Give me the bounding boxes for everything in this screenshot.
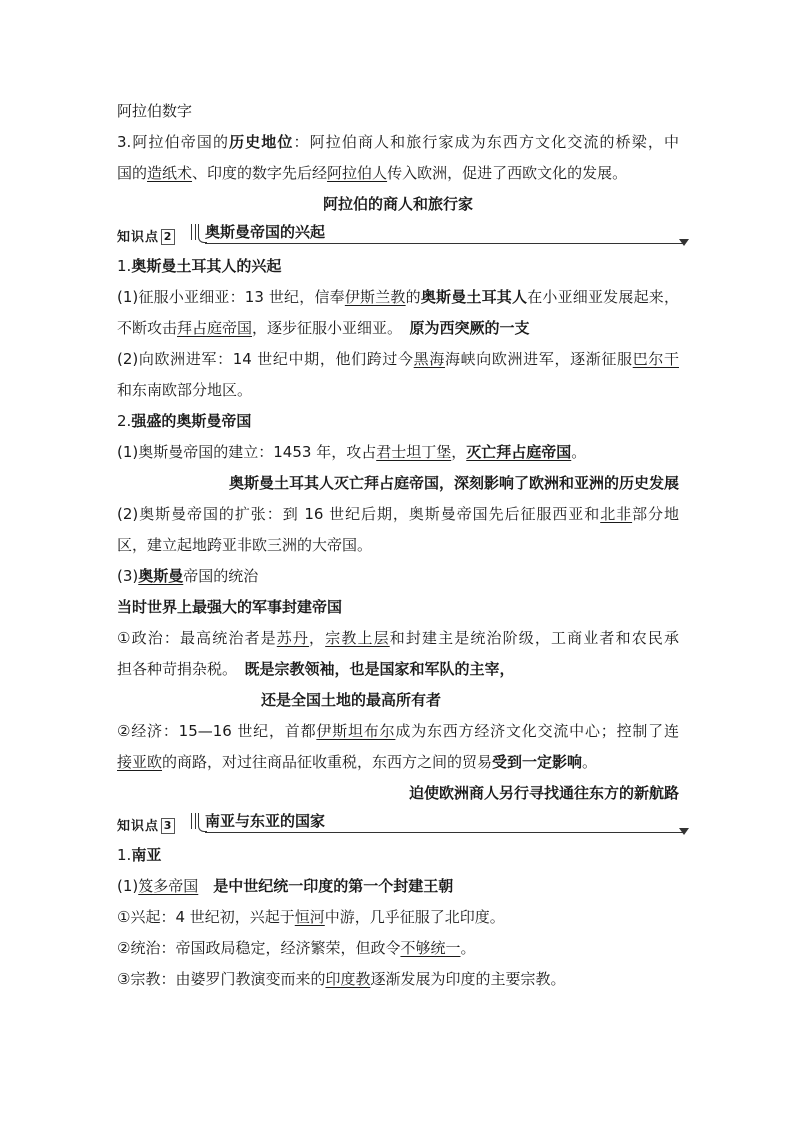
knowledge-point-tag: 知识点 2 bbox=[117, 226, 175, 245]
text-segment: ：阿拉伯商人和旅行家成为东西方文化交流的桥梁，中 bbox=[293, 133, 679, 151]
text-segment: 巴尔干 bbox=[632, 350, 679, 368]
text-segment: 海峡向欧洲进军，逐渐征服 bbox=[444, 350, 633, 368]
text-line bbox=[117, 747, 679, 778]
text-segment: 当时世界上最强大的军事封建帝国 bbox=[117, 598, 343, 616]
text-segment: 伊斯兰教 bbox=[344, 288, 406, 306]
knowledge-point-tag: 知识点 3 bbox=[117, 815, 175, 834]
text-segment: 帝国的统治 bbox=[183, 567, 259, 585]
text-line bbox=[117, 96, 679, 127]
triangle-down-icon bbox=[679, 828, 689, 835]
text-segment: ③宗教：由婆罗门教演变而来的 bbox=[117, 970, 326, 988]
annotation bbox=[117, 189, 679, 220]
text-segment: 还是全国土地的最高所有者 bbox=[261, 691, 442, 709]
text-segment: 既是宗教领袖，也是国家和军队的主宰， bbox=[244, 660, 515, 678]
text-segment: ②统治：帝国政局稳定，经济繁荣，但政令 bbox=[117, 939, 401, 957]
annotation bbox=[117, 778, 679, 809]
text-segment: 部分地 bbox=[632, 505, 679, 523]
text-segment: (2)向欧洲进军：14 世纪中期，他们跨过今 bbox=[117, 350, 414, 368]
header-rule bbox=[205, 832, 685, 833]
text-segment: 原为西突厥的一支 bbox=[409, 319, 530, 337]
text-segment: 是中世纪统一印度的第一个封建王朝 bbox=[213, 877, 454, 895]
text-line bbox=[117, 499, 679, 530]
text-line bbox=[117, 282, 679, 313]
text-segment: 强盛的奥斯曼帝国 bbox=[131, 412, 252, 430]
section-title: 奥斯曼帝国的兴起 bbox=[205, 223, 326, 241]
knowledge-point-number: 3 bbox=[161, 818, 175, 834]
text-segment: 在小亚细亚发展起来， bbox=[527, 288, 679, 306]
text-segment: 苏丹 bbox=[276, 629, 310, 647]
text-segment: (1)征服小亚细亚：13 世纪，信奉 bbox=[117, 288, 345, 306]
text-segment: 中游，几乎征服了北印度。 bbox=[324, 908, 505, 926]
text-segment: 奥斯曼土耳其人的兴起 bbox=[131, 257, 282, 275]
text-segment: 传入欧洲，促进了西欧文化的发展。 bbox=[387, 164, 628, 182]
text-segment: 君士坦丁堡 bbox=[376, 443, 452, 461]
text-segment: (2)奥斯曼帝国的扩张：到 16 世纪后期，奥斯曼帝国先后征服西亚和 bbox=[117, 505, 601, 523]
text-segment: ， bbox=[451, 443, 467, 461]
text-segment: 1. bbox=[117, 257, 132, 275]
text-segment: 宗教上层 bbox=[325, 629, 390, 647]
triangle-down-icon bbox=[679, 239, 689, 246]
text-segment: 恒河 bbox=[294, 908, 325, 926]
heading bbox=[117, 251, 679, 282]
text-line bbox=[117, 933, 679, 964]
text-segment: 奥斯曼土耳其人灭亡拜占庭帝国，深刻影响了欧洲和亚洲的历史发展 bbox=[228, 474, 679, 492]
annotation bbox=[117, 468, 679, 499]
text-segment bbox=[198, 877, 213, 895]
text-segment: 迫使欧洲商人另行寻找通往东方的新航路 bbox=[408, 784, 679, 802]
text-segment: 南亚 bbox=[131, 846, 162, 864]
text-line bbox=[117, 313, 679, 344]
text-line bbox=[117, 964, 679, 995]
text-segment: 笈多帝国 bbox=[138, 877, 199, 895]
text-segment: 。 bbox=[571, 443, 587, 461]
heading bbox=[117, 840, 679, 871]
text-segment: 2. bbox=[117, 412, 132, 430]
text-segment: 造纸术 bbox=[147, 164, 193, 182]
text-segment: 阿拉伯的商人和旅行家 bbox=[322, 195, 473, 213]
text-segment: (1) bbox=[117, 877, 139, 895]
text-segment: 灭亡拜占庭帝国 bbox=[466, 443, 572, 461]
text-segment: 1. bbox=[117, 846, 132, 864]
knowledge-point-header-3 bbox=[117, 809, 679, 840]
knowledge-point-number: 2 bbox=[161, 229, 175, 245]
text-segment: 区，建立起地跨亚非欧三洲的大帝国。 bbox=[117, 536, 373, 554]
text-segment: 奥斯曼土耳其人 bbox=[420, 288, 528, 306]
knowledge-point-header-2 bbox=[117, 220, 679, 251]
text-segment: 成为东西方经济文化交流中心；控制了连 bbox=[395, 722, 679, 740]
text-line bbox=[117, 437, 679, 468]
text-segment: 的商路，对过往商品征收重税，东西方之间的贸易 bbox=[162, 753, 493, 771]
text-segment: 和东南欧部分地区。 bbox=[117, 381, 253, 399]
header-rule bbox=[205, 243, 685, 244]
text-segment: 国的 bbox=[117, 164, 148, 182]
text-segment: 受到一定影响 bbox=[492, 753, 583, 771]
heading bbox=[117, 561, 679, 592]
text-segment: 奥斯曼 bbox=[138, 567, 184, 585]
text-segment: 接亚欧 bbox=[117, 753, 163, 771]
section-title: 南亚与东亚的国家 bbox=[205, 812, 326, 830]
text-segment: 。 bbox=[582, 753, 598, 771]
text-segment: 阿拉伯人 bbox=[327, 164, 388, 182]
text-segment: 北非 bbox=[600, 505, 633, 523]
text-segment: 、印度的数字先后经 bbox=[192, 164, 328, 182]
text-segment: 历史地位 bbox=[229, 133, 294, 151]
text-line bbox=[117, 623, 679, 654]
text-segment: 印度教 bbox=[325, 970, 371, 988]
text-line bbox=[117, 158, 679, 189]
text-segment: 不够统一 bbox=[400, 939, 461, 957]
text-segment: 逐渐发展为印度的主要宗教。 bbox=[370, 970, 566, 988]
text-line bbox=[117, 127, 679, 158]
text-line bbox=[117, 902, 679, 933]
text-segment: (3) bbox=[117, 567, 139, 585]
text-segment: 3.阿拉伯帝国的 bbox=[117, 133, 230, 151]
text-line bbox=[117, 716, 679, 747]
text-segment: 拜占庭帝国 bbox=[177, 319, 253, 337]
text-segment: 和封建主是统治阶级，工商业者和农民承 bbox=[389, 629, 679, 647]
text-segment: 。 bbox=[460, 939, 476, 957]
text-segment: 黑海 bbox=[413, 350, 445, 368]
text-segment: 担各种苛捐杂税。 bbox=[117, 660, 245, 678]
text-segment: (1)奥斯曼帝国的建立：1453 年，攻占 bbox=[117, 443, 377, 461]
text-line bbox=[117, 654, 679, 685]
document-body bbox=[117, 96, 679, 995]
text-line bbox=[117, 344, 679, 375]
text-segment: ，逐步征服小亚细亚。 bbox=[252, 319, 410, 337]
text-segment: ②经济：15—16 世纪，首都 bbox=[117, 722, 317, 740]
text-segment: ， bbox=[309, 629, 326, 647]
annotation bbox=[117, 592, 679, 623]
text-segment: 阿拉伯数字 bbox=[117, 102, 193, 120]
text-segment: ①兴起：4 世纪初，兴起于 bbox=[117, 908, 295, 926]
text-segment: ①政治：最高统治者是 bbox=[117, 629, 277, 647]
text-line bbox=[117, 530, 679, 561]
heading bbox=[117, 406, 679, 437]
text-line bbox=[117, 871, 679, 902]
text-segment: 伊斯坦布尔 bbox=[316, 722, 396, 740]
text-line bbox=[117, 375, 679, 406]
text-segment: 不断攻击 bbox=[117, 319, 178, 337]
annotation bbox=[117, 685, 679, 716]
text-segment: 的 bbox=[405, 288, 421, 306]
